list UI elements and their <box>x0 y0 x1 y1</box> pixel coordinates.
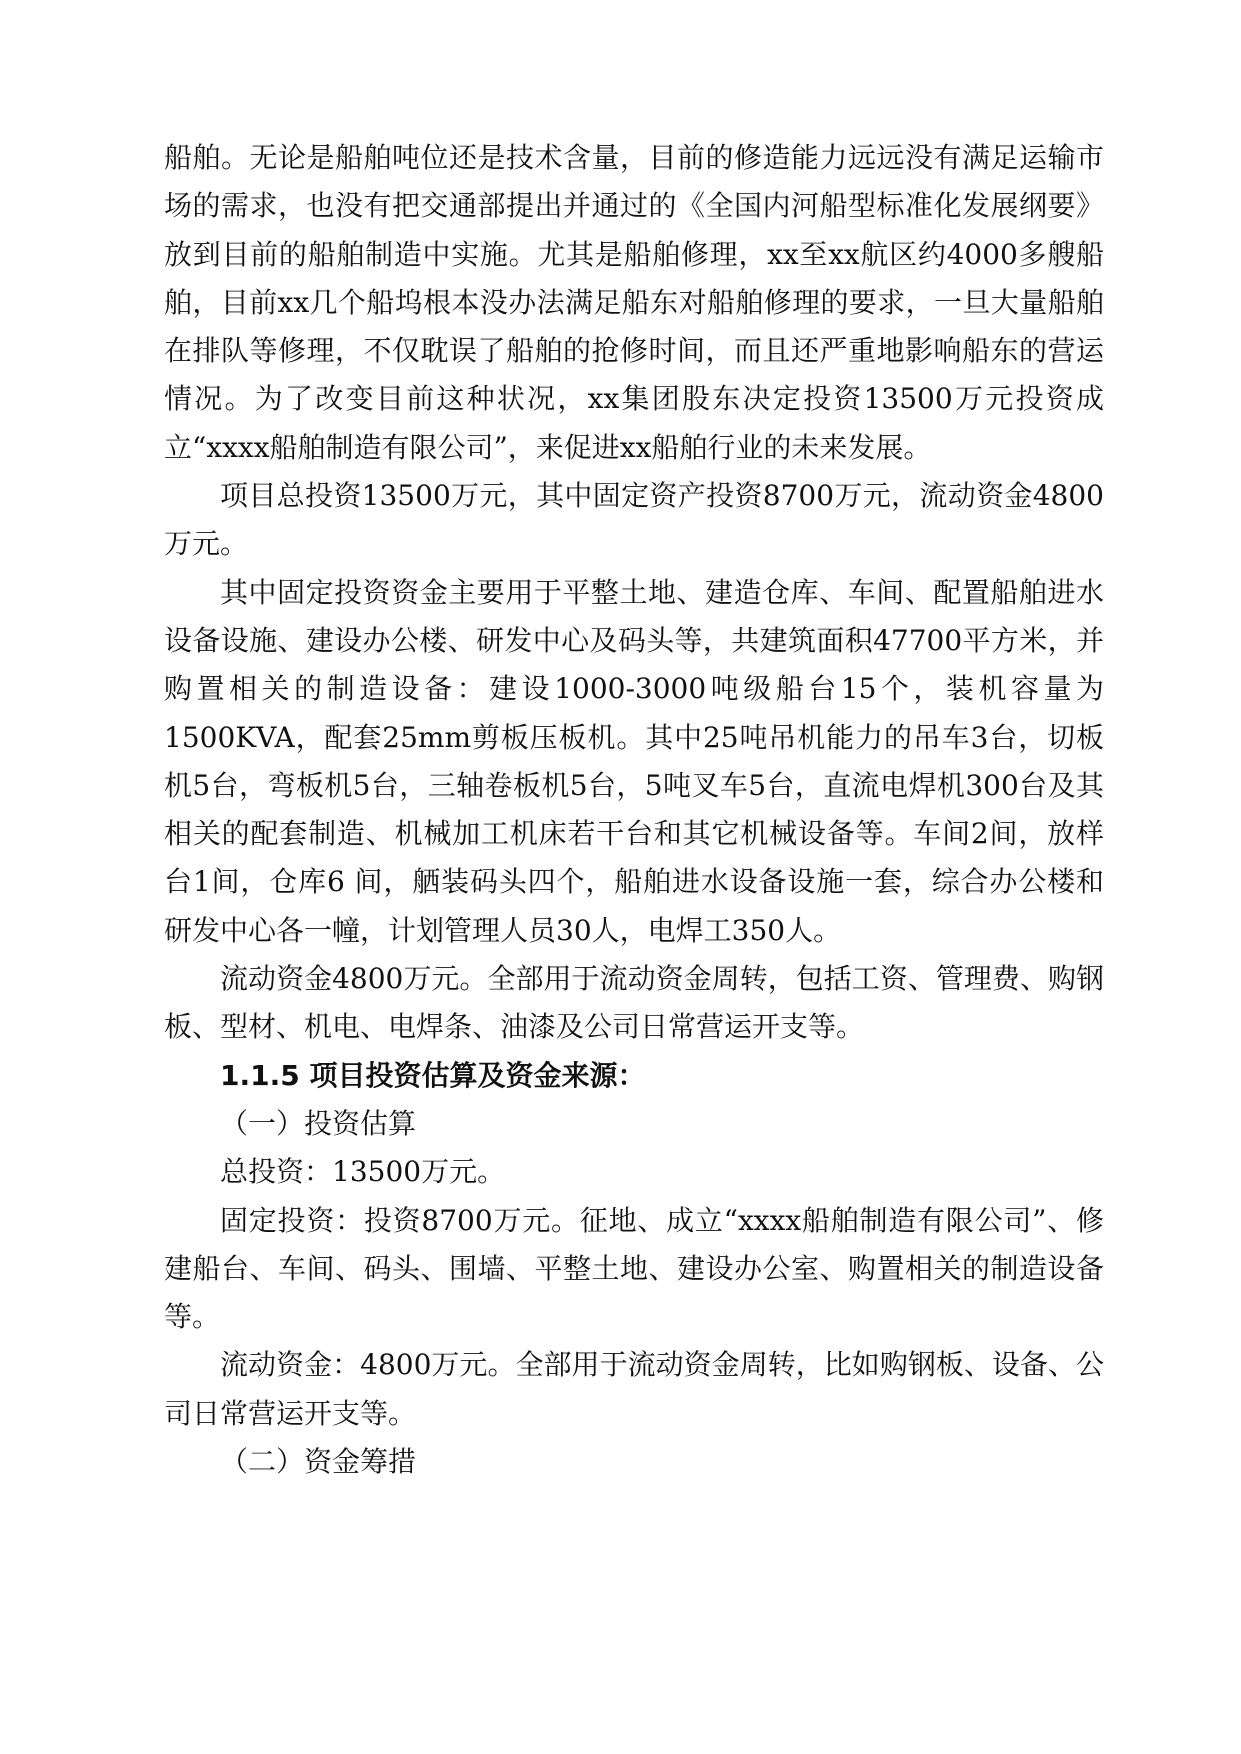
paragraph-total-investment: 项目总投资13500万元，其中固定资产投资8700万元，流动资金4800万元。 <box>164 479 1104 561</box>
subheading-fund-raising: （二）资金筹措 <box>220 1445 417 1479</box>
paragraph-fixed: 固定投资：投资8700万元。征地、成立“xxxx船舶制造有限公司”、修建船台、车间、码头、围墙、平整土地、建设办公室、购置相关的制造设备等。 <box>164 1203 1104 1334</box>
document-body <box>164 134 1104 1486</box>
paragraph-working-capital: 流动资金4800万元。全部用于流动资金周转，包括工资、管理费、购钢板、型材、机电、电焊条、油漆及公司日常营运开支等。 <box>164 962 1104 1044</box>
subheading-investment-estimate: （一）投资估算 <box>220 1106 417 1140</box>
paragraph-background: 船舶。无论是船舶吨位还是技术含量，目前的修造能力远远没有满足运输市场的需求，也没有把交通部提出并通过的《全国内河船型标准化发展纲要》放到目前的船舶制造中实施。尤其是船舶修理，xx至xx航区约4000多艘船舶，目前xx几个船坞根本没办法满足船东对船舶修理的要求，一旦大量船舶在排队等修理，不仅耽误了船舶的抢修时间，而且还严重地影响船东的营运情况。为了改变目前这种状况，xx集团股东决定投资13500万元投资成立“xxxx船舶制造有限公司”，来促进xx船舶行业的未来发展。 <box>164 141 1104 464</box>
paragraph-total: 总投资：13500万元。 <box>220 1155 506 1189</box>
paragraph-fixed-investment-usage: 其中固定投资资金主要用于平整土地、建造仓库、车间、配置船舶进水设备设施、建设办公楼、研发中心及码头等，共建筑面积47700平方米，并购置相关的制造设备：建设1000-3000吨级船台15个，装机容量为1500KVA，配套25mm剪板压板机。其中25吨吊机能力的吊车3台，切板机5台，弯板机5台，三轴卷板机5台，5吨叉车5台，直流电焊机300台及其相关的配套制造、机械加工机床若干台和其它机械设备等。车间2间，放样台1间，仓库6 间，舾装码头四个，船舶进水设备设施一套，综合办公楼和研发中心各一幢，计划管理人员30人，电焊工350人。 <box>164 575 1104 947</box>
paragraph-liquid: 流动资金：4800万元。全部用于流动资金周转，比如购钢板、设备、公司日常营运开支等。 <box>164 1348 1104 1430</box>
section-heading: 1.1.5 项目投资估算及资金来源： <box>220 1058 646 1092</box>
